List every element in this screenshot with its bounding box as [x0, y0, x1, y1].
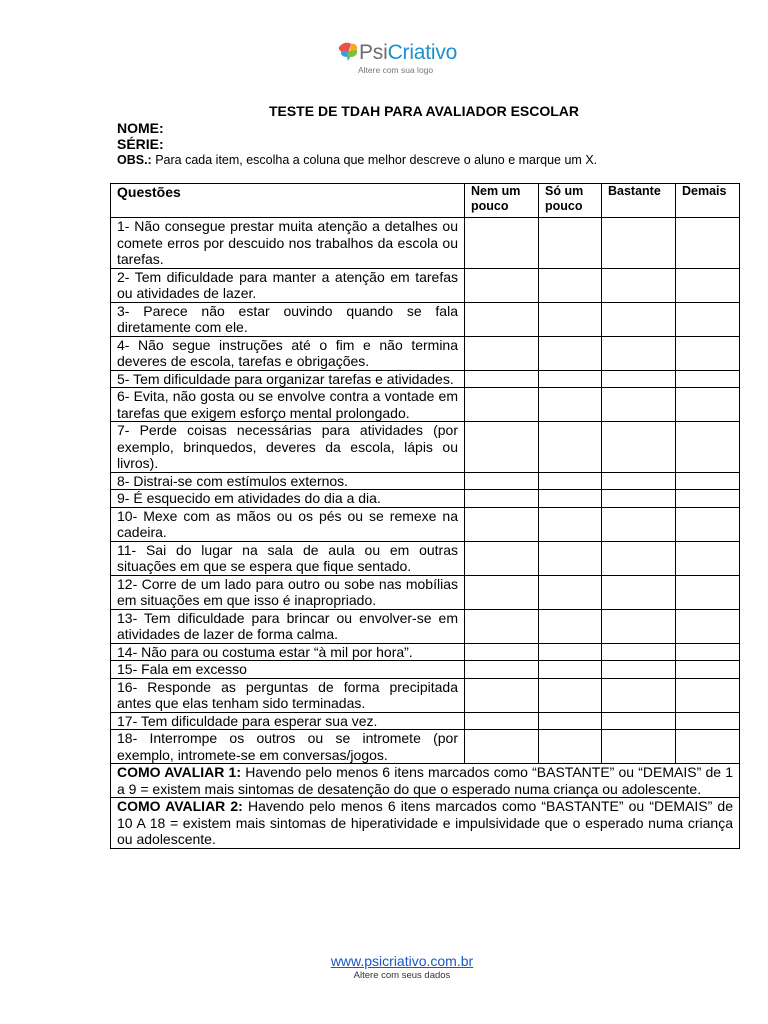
brand-psi: Psi [359, 41, 388, 64]
question-text: 16- Responde as perguntas de forma precipitada antes que elas tenham sido terminadas. [111, 678, 465, 712]
name-label: NOME: [117, 120, 164, 136]
answer-cell-so-um-pouco[interactable] [539, 541, 602, 575]
table-row [111, 730, 740, 764]
question-text: 12- Corre de um lado para outro ou sobe nas mobílias em situações em que isso é inapropriado. [111, 575, 465, 609]
header-nem-um-pouco: Nem um pouco [465, 184, 539, 218]
answer-cell-demais[interactable] [676, 712, 740, 730]
answer-cell-bastante[interactable] [602, 388, 676, 422]
answer-cell-nem-um-pouco[interactable] [465, 472, 539, 490]
answer-cell-nem-um-pouco[interactable] [465, 609, 539, 643]
evaluation-1-label: COMO AVALIAR 1: [117, 764, 242, 780]
question-text: 15- Fala em excesso [111, 661, 465, 679]
answer-cell-nem-um-pouco[interactable] [465, 661, 539, 679]
table-row [111, 661, 740, 679]
answer-cell-nem-um-pouco[interactable] [465, 490, 539, 508]
question-text: 2- Tem dificuldade para manter a atenção em tarefas ou atividades de lazer. [111, 268, 465, 302]
obs-text: Para cada item, escolha a coluna que melhor descreve o aluno e marque um X. [151, 153, 598, 167]
answer-cell-bastante[interactable] [602, 268, 676, 302]
question-text: 6- Evita, não gosta ou se envolve contra a vontade em tarefas que exigem esforço mental prolongado. [111, 388, 465, 422]
question-text: 17- Tem dificuldade para esperar sua vez. [111, 712, 465, 730]
answer-cell-nem-um-pouco[interactable] [465, 302, 539, 336]
answer-cell-so-um-pouco[interactable] [539, 609, 602, 643]
answer-cell-so-um-pouco[interactable] [539, 678, 602, 712]
table-row [111, 218, 740, 269]
table-row [111, 643, 740, 661]
answer-cell-bastante[interactable] [602, 336, 676, 370]
logo [334, 40, 474, 76]
answer-cell-demais[interactable] [676, 302, 740, 336]
header-bastante: Bastante [602, 184, 676, 218]
table-row [111, 609, 740, 643]
header-demais: Demais [676, 184, 740, 218]
answer-cell-bastante[interactable] [602, 678, 676, 712]
question-text: 7- Perde coisas necessárias para atividades (por exemplo, brinquedos, deveres da escola, lápis ou livros). [111, 422, 465, 473]
answer-cell-demais[interactable] [676, 678, 740, 712]
answer-cell-demais[interactable] [676, 336, 740, 370]
answer-cell-bastante[interactable] [602, 575, 676, 609]
question-text: 13- Tem dificuldade para brincar ou envolver-se em atividades de lazer de forma calma. [111, 609, 465, 643]
answer-cell-nem-um-pouco[interactable] [465, 678, 539, 712]
table-row [111, 388, 740, 422]
question-text: 1- Não consegue prestar muita atenção a detalhes ou comete erros por descuido nos trabalhos da escola ou tarefas. [111, 218, 465, 269]
answer-cell-demais[interactable] [676, 268, 740, 302]
answer-cell-so-um-pouco[interactable] [539, 507, 602, 541]
answer-cell-demais[interactable] [676, 370, 740, 388]
answer-cell-bastante[interactable] [602, 302, 676, 336]
answer-cell-nem-um-pouco[interactable] [465, 643, 539, 661]
header-so-um-pouco: Só um pouco [539, 184, 602, 218]
answer-cell-so-um-pouco[interactable] [539, 730, 602, 764]
question-text: 9- É esquecido em atividades do dia a dia. [111, 490, 465, 508]
answer-cell-bastante[interactable] [602, 490, 676, 508]
table-row [111, 302, 740, 336]
answer-cell-demais[interactable] [676, 661, 740, 679]
footer-note: Altere com seus dados [353, 970, 451, 981]
answer-cell-nem-um-pouco[interactable] [465, 575, 539, 609]
answer-cell-so-um-pouco[interactable] [539, 712, 602, 730]
brand-criativo: Criativo [387, 41, 458, 64]
answer-cell-demais[interactable] [676, 422, 740, 473]
question-text: 3- Parece não estar ouvindo quando se fala diretamente com ele. [111, 302, 465, 336]
answer-cell-bastante[interactable] [602, 661, 676, 679]
answer-cell-bastante[interactable] [602, 472, 676, 490]
answer-cell-nem-um-pouco[interactable] [465, 541, 539, 575]
answer-cell-demais[interactable] [676, 643, 740, 661]
question-text: 18- Interrompe os outros ou se intromete (por exemplo, intromete-se em conversas/jogos. [111, 730, 465, 764]
answer-cell-nem-um-pouco[interactable] [465, 422, 539, 473]
answer-cell-bastante[interactable] [602, 643, 676, 661]
table-row [111, 422, 740, 473]
table-row [111, 541, 740, 575]
obs-note [117, 153, 597, 167]
answer-cell-so-um-pouco[interactable] [539, 336, 602, 370]
answer-cell-demais[interactable] [676, 541, 740, 575]
question-text: 10- Mexe com as mãos ou os pés ou se remexe na cadeira. [111, 507, 465, 541]
evaluation-2-label: COMO AVALIAR 2: [117, 798, 243, 814]
answer-cell-demais[interactable] [676, 490, 740, 508]
answer-cell-demais[interactable] [676, 388, 740, 422]
table-row [111, 712, 740, 730]
evaluation-1 [111, 764, 740, 798]
answer-cell-demais[interactable] [676, 472, 740, 490]
answer-cell-bastante[interactable] [602, 218, 676, 269]
answer-cell-so-um-pouco[interactable] [539, 472, 602, 490]
answer-cell-nem-um-pouco[interactable] [465, 268, 539, 302]
answer-cell-demais[interactable] [676, 218, 740, 269]
answer-cell-nem-um-pouco[interactable] [465, 507, 539, 541]
answer-cell-demais[interactable] [676, 507, 740, 541]
document-title: TESTE DE TDAH PARA AVALIADOR ESCOLAR [268, 103, 580, 119]
answer-cell-bastante[interactable] [602, 712, 676, 730]
grade-label: SÉRIE: [117, 136, 164, 152]
logo-tagline: Altere com sua logo [358, 65, 434, 75]
evaluation-2 [111, 798, 740, 849]
answer-cell-so-um-pouco[interactable] [539, 302, 602, 336]
answer-cell-bastante[interactable] [602, 422, 676, 473]
table-row [111, 507, 740, 541]
answer-cell-bastante[interactable] [602, 541, 676, 575]
questionnaire-table [110, 183, 740, 849]
table-row [111, 575, 740, 609]
answer-cell-so-um-pouco[interactable] [539, 661, 602, 679]
answer-cell-nem-um-pouco[interactable] [465, 388, 539, 422]
table-row [111, 472, 740, 490]
table-row [111, 370, 740, 388]
answer-cell-so-um-pouco[interactable] [539, 370, 602, 388]
evaluation-row-2 [111, 798, 740, 849]
answer-cell-so-um-pouco[interactable] [539, 218, 602, 269]
answer-cell-bastante[interactable] [602, 507, 676, 541]
brain-logo-icon [337, 42, 359, 62]
question-text: 14- Não para ou costuma estar “à mil por hora”. [111, 643, 465, 661]
answer-cell-so-um-pouco[interactable] [539, 490, 602, 508]
question-text: 11- Sai do lugar na sala de aula ou em outras situações em que se espera que fique sentado. [111, 541, 465, 575]
answer-cell-demais[interactable] [676, 609, 740, 643]
answer-cell-bastante[interactable] [602, 609, 676, 643]
answer-cell-so-um-pouco[interactable] [539, 422, 602, 473]
answer-cell-so-um-pouco[interactable] [539, 388, 602, 422]
question-text: 4- Não segue instruções até o fim e não termina deveres de escola, tarefas e obrigações. [111, 336, 465, 370]
evaluation-2-text: Havendo pelo menos 6 itens marcados como “BASTANTE” ou “DEMAIS” de 10 A 18 = existem mais sintomas de hiperatividade e impulsividade que o esperado numa criança ou adolescente. [117, 798, 734, 847]
table-row [111, 678, 740, 712]
answer-cell-nem-um-pouco[interactable] [465, 218, 539, 269]
answer-cell-nem-um-pouco[interactable] [465, 370, 539, 388]
brand-name [359, 40, 457, 66]
answer-cell-so-um-pouco[interactable] [539, 268, 602, 302]
table-header-row [111, 184, 740, 218]
evaluation-row-1 [111, 764, 740, 798]
header-questions: Questões [111, 184, 465, 218]
answer-cell-bastante[interactable] [602, 370, 676, 388]
question-text: 5- Tem dificuldade para organizar tarefas e atividades. [111, 370, 465, 388]
table-row [111, 268, 740, 302]
answer-cell-so-um-pouco[interactable] [539, 575, 602, 609]
website-link[interactable]: www.psicriativo.com.br [330, 953, 474, 969]
question-text: 8- Distrai-se com estímulos externos. [111, 472, 465, 490]
obs-label: OBS.: [117, 153, 152, 167]
table-row [111, 490, 740, 508]
answer-cell-demais[interactable] [676, 575, 740, 609]
evaluation-1-text: Havendo pelo menos 6 itens marcados como “BASTANTE” ou “DEMAIS” de 1 a 9 = existem mais sintomas de desatenção do que o esperado numa criança ou adolescente. [117, 764, 734, 797]
answer-cell-bastante[interactable] [602, 730, 676, 764]
answer-cell-demais[interactable] [676, 730, 740, 764]
answer-cell-nem-um-pouco[interactable] [465, 336, 539, 370]
table-row [111, 336, 740, 370]
answer-cell-nem-um-pouco[interactable] [465, 730, 539, 764]
answer-cell-so-um-pouco[interactable] [539, 643, 602, 661]
answer-cell-nem-um-pouco[interactable] [465, 712, 539, 730]
